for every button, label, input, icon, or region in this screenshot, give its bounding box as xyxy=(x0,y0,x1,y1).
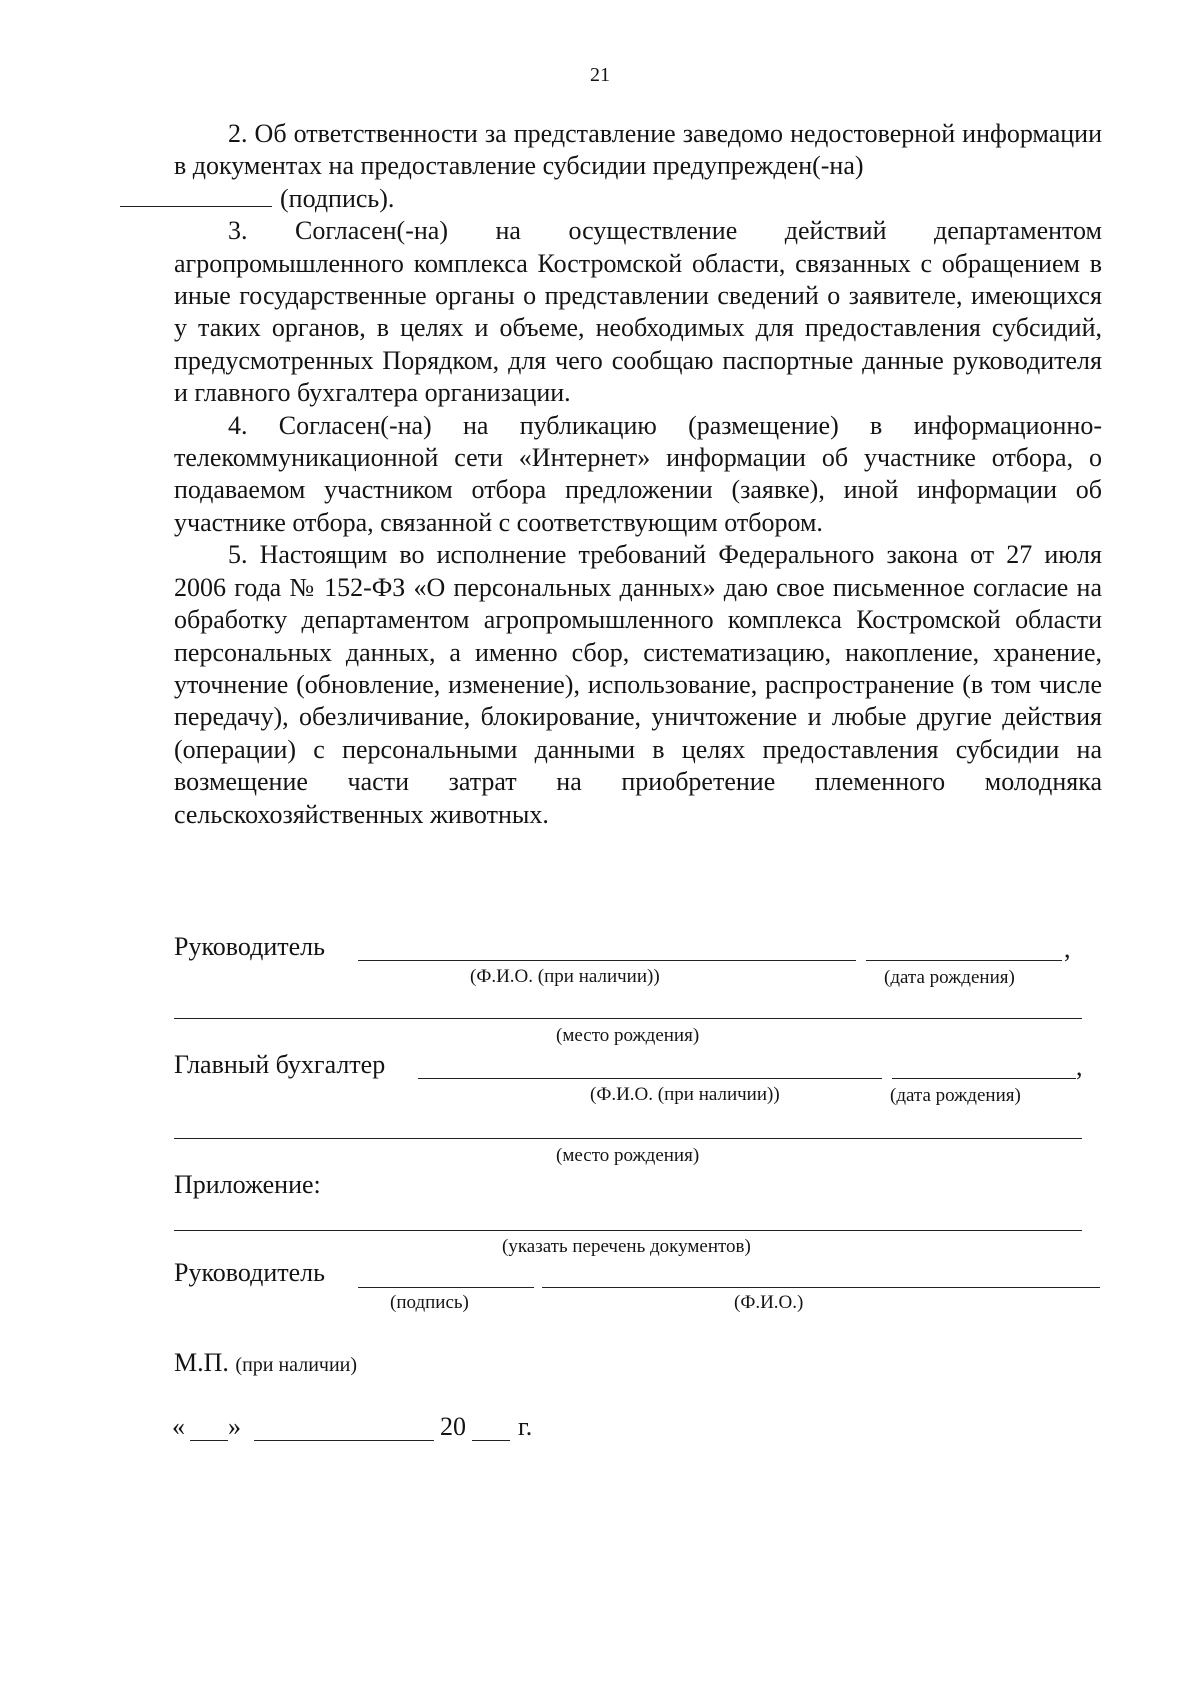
date-open-quote: « xyxy=(172,1412,185,1441)
accountant-fio-hint: (Ф.И.О. (при наличии)) xyxy=(590,1084,780,1105)
date-close-quote: » xyxy=(228,1412,241,1441)
seal-hint: (при наличии) xyxy=(235,1354,358,1376)
head-fio-line[interactable] xyxy=(358,960,856,961)
date-year-line[interactable] xyxy=(472,1440,510,1441)
paragraph-3: 3. Согласен(-на) на осуществление действий департаментом агропромышленного комплекса Костромской области, связанных с обращением в иные государственные органы о представлении сведений о заявителе, имеющихся у таких органов, в целях и объеме, необходимых для предоставления субсидий, предусмотренных Порядком, для чего сообщаю паспортные данные руководителя и главного бухгалтера организации. xyxy=(174,216,1102,408)
seal-place xyxy=(174,1348,357,1378)
comma: , xyxy=(1064,934,1071,963)
comma: , xyxy=(1076,1052,1083,1081)
date-suffix: г. xyxy=(518,1412,533,1441)
accountant-birthplace-hint: (место рождения) xyxy=(556,1145,700,1166)
head-sign-label: Руководитель xyxy=(174,1258,325,1287)
head-birthplace-line[interactable] xyxy=(174,1018,1082,1019)
paragraph-2 xyxy=(174,118,1102,215)
head-signature-line[interactable] xyxy=(358,1287,534,1288)
paragraph-2-text: 2. Об ответственности за представление заведомо недостоверной информации в документах на предоставление субсидии предупрежден(-на) xyxy=(174,119,1102,181)
accountant-fio-line[interactable] xyxy=(418,1078,882,1079)
head-birthplace-hint: (место рождения) xyxy=(556,1025,700,1046)
date-month-line[interactable] xyxy=(254,1440,434,1441)
page-number: 21 xyxy=(590,64,610,86)
accountant-birthplace-line[interactable] xyxy=(174,1138,1082,1139)
accountant-label: Главный бухгалтер xyxy=(174,1050,386,1079)
date-year-prefix: 20 xyxy=(440,1412,466,1441)
head-sign-fio-line[interactable] xyxy=(542,1287,1100,1288)
signature-line[interactable] xyxy=(120,184,272,207)
document-body xyxy=(174,118,1102,831)
head-birthdate-hint: (дата рождения) xyxy=(884,967,1015,988)
signature-hint: (подпись). xyxy=(280,183,395,213)
head-birthdate-line[interactable] xyxy=(866,960,1062,961)
head-label: Руководитель xyxy=(174,932,325,961)
seal-label: М.П. xyxy=(174,1348,229,1377)
attachment-label: Приложение: xyxy=(174,1170,321,1199)
attachment-hint: (указать перечень документов) xyxy=(502,1236,751,1257)
signature-hint: (подпись) xyxy=(390,1292,469,1313)
head-fio-hint: (Ф.И.О. (при наличии)) xyxy=(470,966,660,987)
attachment-line[interactable] xyxy=(174,1230,1082,1231)
fio-short-hint: (Ф.И.О.) xyxy=(734,1292,804,1313)
paragraph-4: 4. Согласен(-на) на публикацию (размещение) в информационно-телекоммуникационной сети «Интернет» информации об участнике отбора, о подаваемом участником отбора предложении (заявке), иной информации об участнике отбора, связанной с соответствующим отбором. xyxy=(174,410,1102,537)
accountant-birthdate-line[interactable] xyxy=(892,1078,1076,1079)
paragraph-5: 5. Настоящим во исполнение требований Федерального закона от 27 июля 2006 года № 152-ФЗ «О персональных данных» даю свое письменное согласие на обработку департаментом агропромышленного комплекса Костромской области персональных данных, а именно сбор, систематизацию, накопление, хранение, уточнение (обновление, изменение), использование, распространение (в том числе передачу), обезличивание, блокирование, уничтожение и любые другие действия (операции) с персональными данными в целях предоставления субсидии на возмещение части затрат на приобретение племенного молодняка сельскохозяйственных животных. xyxy=(174,540,1102,829)
date-day-line[interactable] xyxy=(190,1440,228,1441)
accountant-birthdate-hint: (дата рождения) xyxy=(890,1085,1021,1106)
